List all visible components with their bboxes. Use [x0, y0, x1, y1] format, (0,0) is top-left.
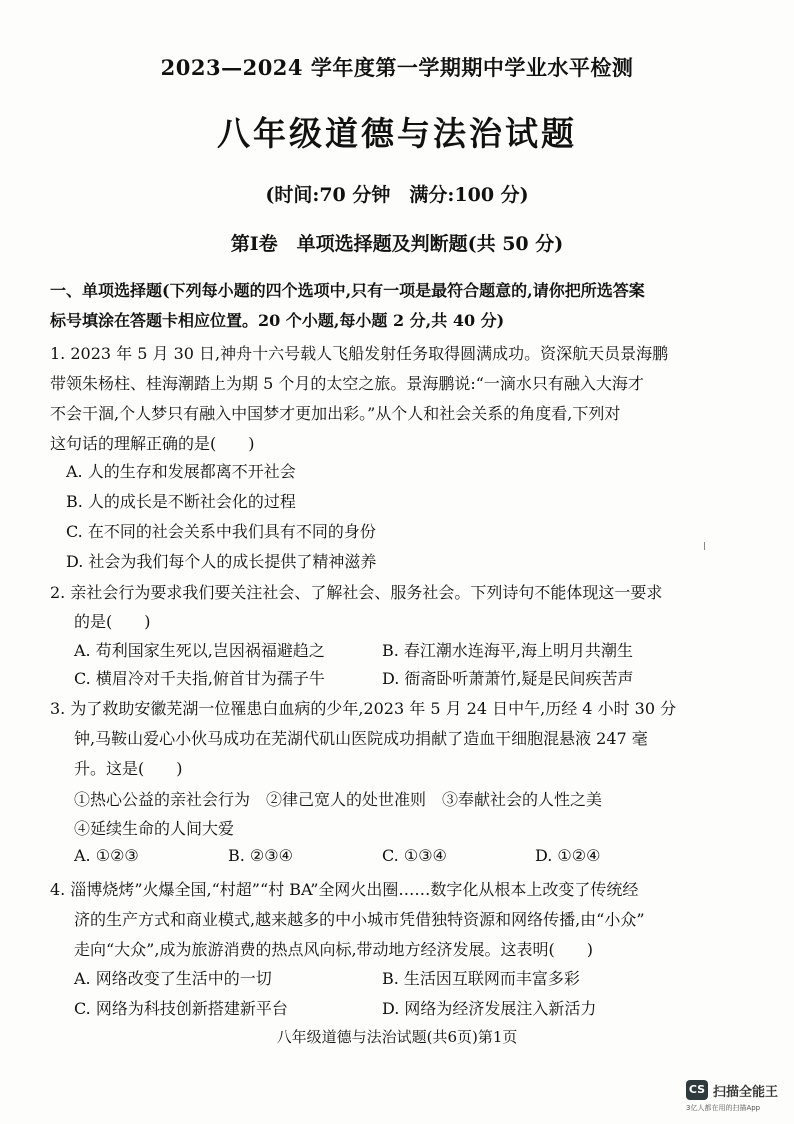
- question-2-text-line-2: 的是( ): [74, 612, 151, 631]
- question-1-text-line-1: 1. 2023 年 5 月 30 日,神舟十六号载人飞船发射任务取得圆满成功。资深航天员景海鹏: [50, 344, 669, 363]
- section-instruction-line-1: 一、单项选择题(下列每小题的四个选项中,只有一项是最符合题意的,请你把所选答案: [50, 281, 645, 300]
- question-3-option-b: B. ②③④: [228, 846, 293, 865]
- question-1-text-line-2: 带领朱杨柱、桂海潮踏上为期 5 个月的太空之旅。景海鹏说:“一滴水只有融入大海才: [50, 374, 644, 393]
- question-2-option-c: C. 横眉冷对千夫指,俯首甘为孺子牛: [74, 669, 325, 688]
- question-4-option-c: C. 网络为科技创新搭建新平台: [74, 999, 288, 1018]
- camscanner-logo-icon: CS: [686, 1080, 708, 1100]
- question-1-option-a: A. 人的生存和发展都离不开社会: [66, 462, 296, 481]
- section-instruction-line-2: 标号填涂在答题卡相应位置。20 个小题,每小题 2 分,共 40 分): [50, 311, 505, 330]
- question-2-option-b: B. 春江潮水连海平,海上明月共潮生: [382, 641, 634, 660]
- question-2-text-line-1: 2. 亲社会行为要求我们要关注社会、了解社会、服务社会。下列诗句不能体现这一要求: [50, 583, 663, 602]
- question-4-option-d: D. 网络为经济发展注入新活力: [382, 999, 597, 1018]
- question-4-option-a: A. 网络改变了生活中的一切: [74, 969, 272, 988]
- question-3-statements-line-2: ④延续生命的人间大爱: [74, 819, 235, 838]
- question-1-option-b: B. 人的成长是不断社会化的过程: [66, 492, 296, 511]
- question-2-option-a: A. 苟利国家生死以,岂因祸福避趋之: [74, 641, 325, 660]
- question-4-text-line-3: 走向“大众”,成为旅游消费的热点风向标,带动地方经济发展。这表明( ): [74, 940, 594, 959]
- question-2-option-d: D. 衙斋卧听萧萧竹,疑是民间疾苦声: [382, 669, 634, 688]
- watermark-subtitle: 3亿人都在用的扫描App: [686, 1104, 761, 1112]
- question-3-text-line-2: 钟,马鞍山爱心小伙马成功在芜湖代矶山医院成功捐献了造血干细胞混悬液 247 毫: [74, 729, 648, 748]
- part-title: 第Ⅰ卷 单项选择题及判断题(共 50 分): [230, 233, 564, 255]
- question-1-option-d: D. 社会为我们每个人的成长提供了精神滋养: [66, 552, 377, 571]
- exam-title: 八年级道德与法治试题: [217, 114, 577, 153]
- watermark-brand: 扫描全能王: [713, 1085, 779, 1100]
- question-4-text-line-1: 4. 淄博烧烤”火爆全国,“村超”“村 BA”全网火出圈……数字化从根本上改变了传统经: [50, 880, 639, 899]
- question-4-option-b: B. 生活因互联网而丰富多彩: [382, 969, 580, 988]
- question-3-statements-line-1: ①热心公益的亲社会行为 ②律己宽人的处世准则 ③奉献社会的人性之美: [74, 790, 603, 809]
- page-footer: 八年级道德与法治试题(共6页)第1页: [276, 1028, 518, 1046]
- question-1-option-c: C. 在不同的社会关系中我们具有不同的身份: [66, 522, 376, 541]
- question-1-text-line-4: 这句话的理解正确的是( ): [50, 434, 255, 453]
- scan-speck: [704, 542, 705, 550]
- exam-header: 2023—2024 学年度第一学期期中学业水平检测: [160, 55, 634, 80]
- exam-info: (时间:70 分钟 满分:100 分): [265, 184, 529, 206]
- scanner-watermark: [686, 1080, 786, 1118]
- question-3-option-c: C. ①③④: [382, 846, 447, 865]
- question-4-text-line-2: 济的生产方式和商业模式,越来越多的中小城市凭借独特资源和网络传播,由“小众”: [74, 910, 645, 929]
- question-1-text-line-3: 不会干涸,个人梦只有融入中国梦才更加出彩。”从个人和社会关系的角度看,下列对: [50, 404, 621, 423]
- question-3-text-line-3: 升。这是( ): [74, 759, 183, 778]
- question-3-option-a: A. ①②③: [74, 846, 139, 865]
- question-3-option-d: D. ①②④: [535, 846, 601, 865]
- question-3-text-line-1: 3. 为了救助安徽芜湖一位罹患白血病的少年,2023 年 5 月 24 日中午,历经 4 小时 30 分: [50, 699, 677, 718]
